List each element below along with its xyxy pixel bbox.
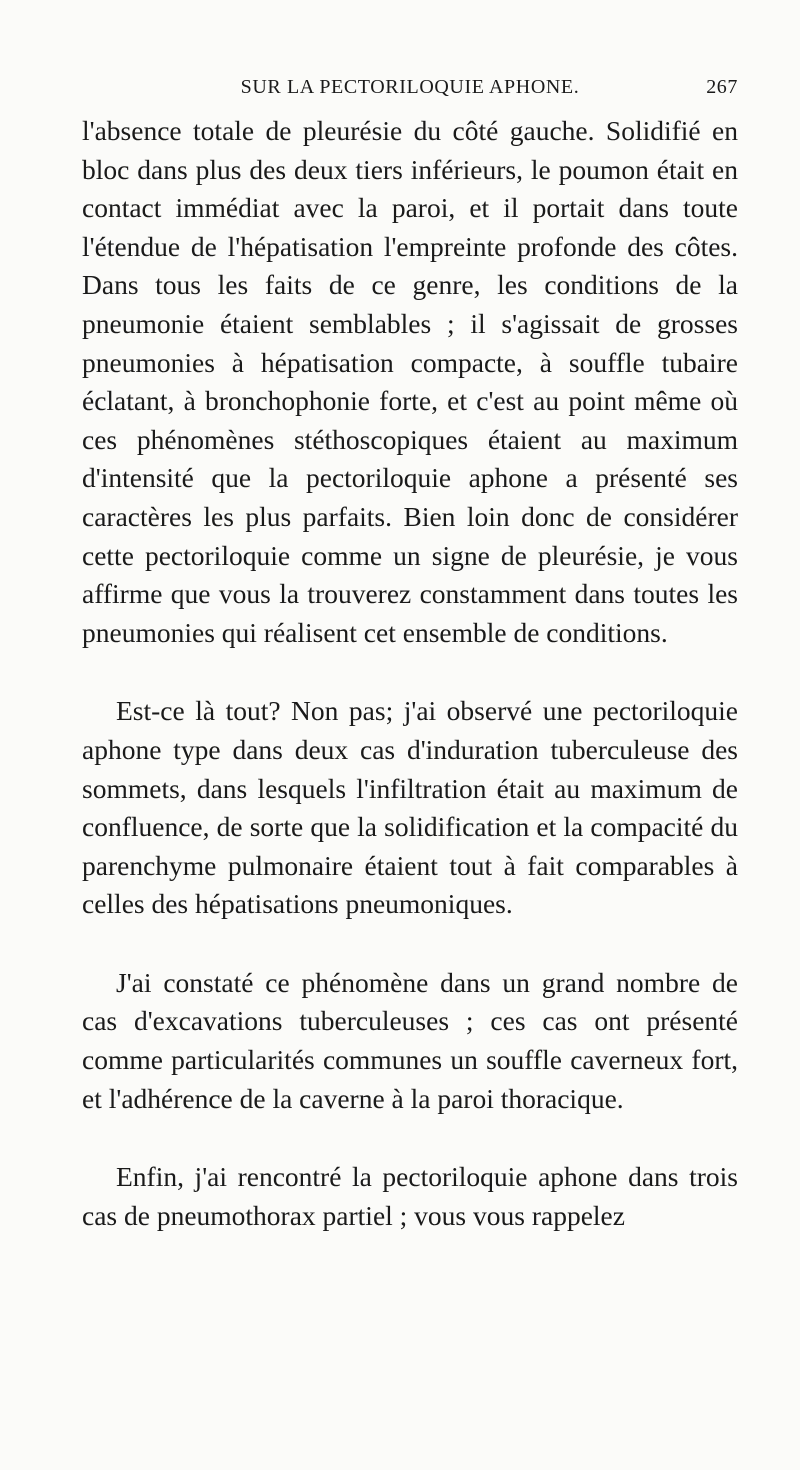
paragraph-3: J'ai constaté ce phénomène dans un grand nombre de cas d'excavations tuberculeuses ; ces cas ont présenté comme particularités communes un souffle caverneux fort, et l'adhérence de la caverne à la paroi thoracique. bbox=[82, 966, 738, 1114]
paragraph-gap bbox=[82, 652, 738, 692]
page-number: 267 bbox=[706, 76, 738, 98]
paragraph-gap bbox=[82, 1118, 738, 1158]
paragraph-gap bbox=[82, 924, 738, 964]
running-head bbox=[82, 76, 738, 102]
paragraph-4: Enfin, j'ai rencontré la pectoriloquie aphone dans trois cas de pneumothorax partiel ; vous vous rappelez bbox=[82, 1161, 738, 1231]
paragraph-1: l'absence totale de pleurésie du côté gauche. Solidifié en bloc dans plus des deux tiers inférieurs, le poumon était en contact immédiat avec la paroi, et il portait dans toute l'étendue de l'hépatisation l'empreinte profonde des côtes. Dans tous les faits de ce genre, les conditions de la pneumonie étaient semblables ; il s'agissait de grosses pneumonies à hépatisation compacte, à souffle tubaire éclatant, à bronchophonie forte, et c'est au point même où ces phénomènes stéthoscopiques étaient au maximum d'intensité que la pectoriloquie aphone a présenté ses caractères les plus parfaits. Bien loin donc de considérer cette pectoriloquie comme un signe de pleurésie, je vous affirme que vous la trouverez constamment dans toutes les pneumonies qui réalisent cet ensemble de conditions. bbox=[82, 115, 738, 648]
paragraph-2: Est-ce là tout? Non pas; j'ai observé une pectoriloquie aphone type dans deux cas d'induration tuberculeuse des sommets, dans lesquels l'infiltration était au maximum de confluence, de sorte que la solidification et la compacité du parenchyme pulmonaire étaient tout à fait comparables à celles des hépatisations pneumoniques. bbox=[82, 695, 738, 920]
body-text bbox=[82, 112, 738, 1235]
running-title: SUR LA PECTORILOQUIE APHONE. bbox=[240, 76, 580, 98]
